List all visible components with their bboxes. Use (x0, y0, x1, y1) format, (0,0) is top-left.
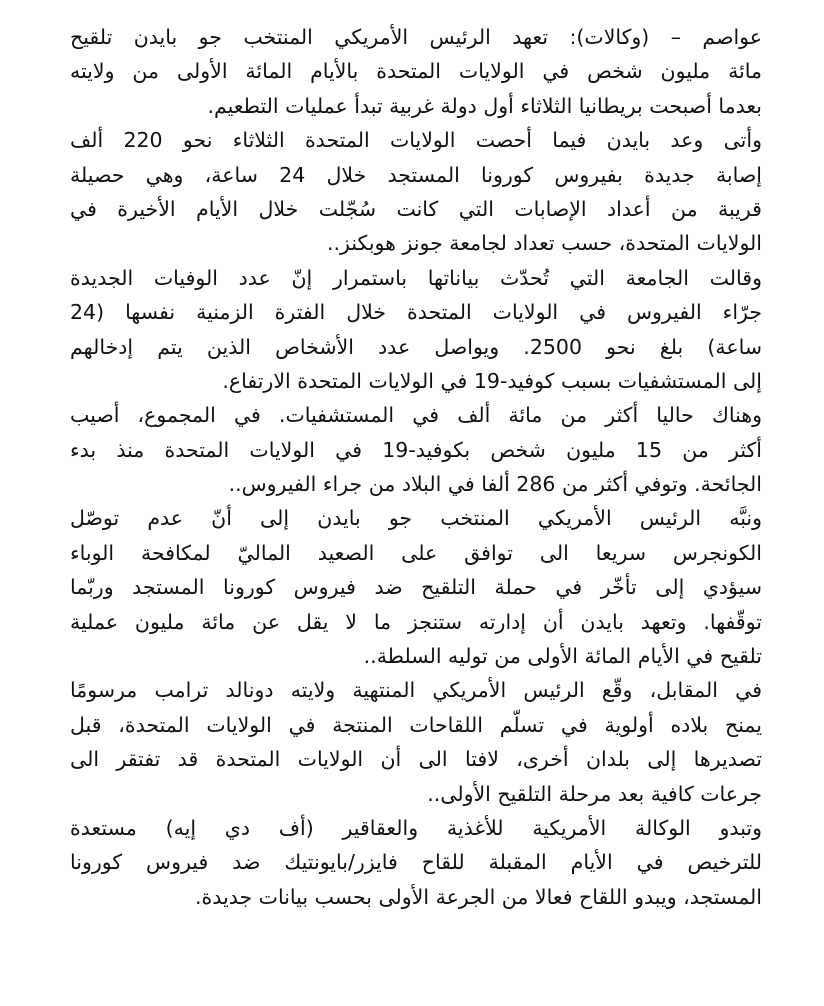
article-paragraph (70, 123, 762, 261)
text-line: أكثر من 15 مليون شخص بكوفيد-19 في الولايات المتحدة منذ بدء (70, 437, 762, 462)
article-paragraph (70, 673, 762, 811)
text-line: وأتى وعد بايدن فيما أحصت الولايات المتحدة الثلاثاء نحو 220 ألف (70, 128, 762, 153)
text-line: للترخيص في الأيام المقبلة للقاح فايزر/بايونتيك ضد فيروس كورونا (70, 850, 762, 875)
article-paragraph (70, 811, 762, 914)
text-line: الجائحة. وتوفي أكثر من 286 ألفا في البلاد من جراء الفيروس.. (228, 472, 762, 497)
text-line: ساعة) بلغ نحو 2500. ويواصل عدد الأشخاص الذين يتم إدخالهم (70, 334, 762, 359)
article-paragraph (70, 398, 762, 501)
text-line: المستجد، ويبدو اللقاح فعالا من الجرعة الأولى بحسب بيانات جديدة. (195, 884, 762, 909)
text-line: وتبدو الوكالة الأمريكية للأغذية والعقاقير (أف دي إيه) مستعدة (70, 815, 762, 840)
text-line: توقّفها. وتعهد بايدن أن إدارته ستنجز ما لا يقل عن مائة مليون عملية (70, 609, 762, 634)
text-line: جرعات كافية بعد مرحلة التلقيح الأولى.. (427, 781, 762, 806)
article-paragraph (70, 501, 762, 673)
article-paragraph (70, 261, 762, 399)
text-line: وقالت الجامعة التي تُحدّث بياناتها باستمرار إنّ عدد الوفيات الجديدة (70, 265, 762, 290)
article-paragraph (70, 20, 762, 123)
text-line: الكونجرس سريعا الى توافق على الصعيد الماليّ لمكافحة الوباء (70, 540, 762, 565)
text-line: تلقيح في الأيام المائة الأولى من توليه السلطة.. (363, 644, 762, 669)
text-line: عواصم – (وكالات): تعهد الرئيس الأمريكي المنتخب جو بايدن تلقيح (70, 25, 762, 49)
news-article (70, 20, 762, 914)
text-line: إلى المستشفيات بسبب كوفيد-19 في الولايات المتحدة الارتفاع. (222, 368, 762, 393)
text-line: سيؤدي إلى تأخّر في حملة التلقيح ضد فيروس كورونا المستجد وربّما (70, 575, 762, 600)
text-line: الولايات المتحدة، حسب تعداد لجامعة جونز هوبكنز.. (327, 231, 762, 256)
text-line: جرّاء الفيروس في الولايات المتحدة خلال الفترة الزمنية نفسها (24 (70, 300, 762, 325)
text-line: في المقابل، وقّع الرئيس الأمريكي المنتهية ولايته دونالد ترامب مرسومًا (70, 678, 762, 703)
text-line: مائة مليون شخص في الولايات المتحدة بالأيام المائة الأولى من ولايته (70, 59, 762, 84)
text-line: إصابة جديدة بفيروس كورونا المستجد خلال 24 ساعة، وهي حصيلة (70, 162, 762, 187)
text-line: ونبَّه الرئيس الأمريكي المنتخب جو بايدن إلى أنّ عدم توصّل (70, 506, 762, 531)
text-line: وهناك حاليا أكثر من مائة ألف في المستشفيات. في المجموع، أصيب (70, 403, 762, 428)
text-line: قريبة من أعداد الإصابات التي كانت سُجّلت خلال الأيام الأخيرة في (70, 196, 762, 221)
text-line: تصديرها إلى بلدان أخرى، لافتا الى أن الولايات المتحدة قد تفتقر الى (70, 747, 762, 772)
text-line: بعدما أصبحت بريطانيا الثلاثاء أول دولة غربية تبدأ عمليات التطعيم. (207, 93, 762, 118)
text-line: يمنح بلاده أولوية في تسلّم اللقاحات المنتجة في الولايات المتحدة، قبل (70, 712, 762, 737)
